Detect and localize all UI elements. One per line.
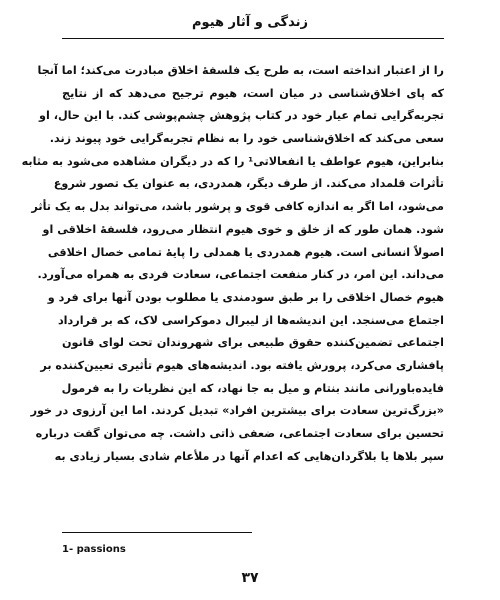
text-line: اجتماعی تضمین‌کننده حقوق طبیعی برای شهروندان تحت لوای قانون bbox=[62, 336, 444, 350]
text-line: می‌داند. این امر، در کنار منفعت اجتماعی، سعادت فردی به همراه می‌آورد. bbox=[37, 268, 444, 282]
text-line: شود. همان طور که از خلق و خوی هیوم انتظار می‌رود، فلسفهٔ اخلاقی او bbox=[42, 222, 444, 236]
body-paragraph bbox=[21, 60, 444, 468]
text-line: سپر بلاها یا بلاگردان‌هایی که اعدام آنها در ملأعام شادی بسیار زیادی به bbox=[54, 449, 444, 463]
text-line: تجربه‌گرایی تمام عیار خود در کتاب پژوهش چشم‌پوشی کند. با این حال، او bbox=[39, 109, 444, 123]
footnote: 1- passions bbox=[62, 544, 126, 555]
text-line: هیوم خصال اخلاقی را بر طبق سودمندی یا مطلوب بودن آنها برای فرد و bbox=[47, 290, 444, 304]
text-line: اصولاً انسانی است. هیوم همدردی یا همدلی را پایهٔ تمامی خصال اخلاقی bbox=[47, 245, 444, 259]
text-line: که پای اخلاق‌شناسی در میان است، هیوم ترجیح می‌دهد که از نتایج bbox=[62, 86, 444, 100]
text-line: می‌شود، اما اگر به اندازه کافی قوی و پرشور باشد، می‌تواند بدل به یک تأثر bbox=[31, 200, 444, 214]
text-line: سعی می‌کند که اخلاق‌شناسی خود را به نظام تجربه‌گرایی خود پیوند زند. bbox=[49, 132, 444, 146]
running-header: زندگی و آثار هیوم bbox=[192, 15, 308, 30]
text-line: تحسین برای سعادت اجتماعی، ضعفی ذاتی داشت. چه می‌توان گفت درباره bbox=[35, 427, 444, 440]
footnote-divider bbox=[62, 532, 252, 533]
text-line: «بزرگ‌ترین سعادت برای بیشترین افراد» تبدیل کردند. اما این آرزوی در خور bbox=[30, 404, 444, 418]
page-number: ۳۷ bbox=[241, 570, 259, 586]
text-line: فایده‌باورانی مانند بنتام و میل به جا نهاد، که این نظریات را به فرمول bbox=[61, 381, 444, 395]
text-line: بنابراین، هیوم عواطف یا انفعالاتی¹ را که در دیگران مشاهده می‌شود به مثابه bbox=[21, 154, 444, 168]
header-divider bbox=[62, 38, 444, 39]
text-line: اجتماع می‌سنجد. این اندیشه‌ها از لیبرال دموکراسی لاک، که بر قرارداد bbox=[57, 313, 444, 327]
text-line: پافشاری می‌کرد، پرورش یافته بود. اندیشه‌های هیوم تأثیری تعیین‌کننده بر bbox=[40, 358, 444, 372]
text-line: را از اعتبار انداخته است، به طرح یک فلسفهٔ اخلاق مبادرت می‌کند؛ اما آنجا bbox=[37, 64, 444, 77]
text-line: تأثرات قلمداد می‌کند. از طرف دیگر، همدردی، به عنوان یک تصور شروع bbox=[53, 177, 444, 191]
